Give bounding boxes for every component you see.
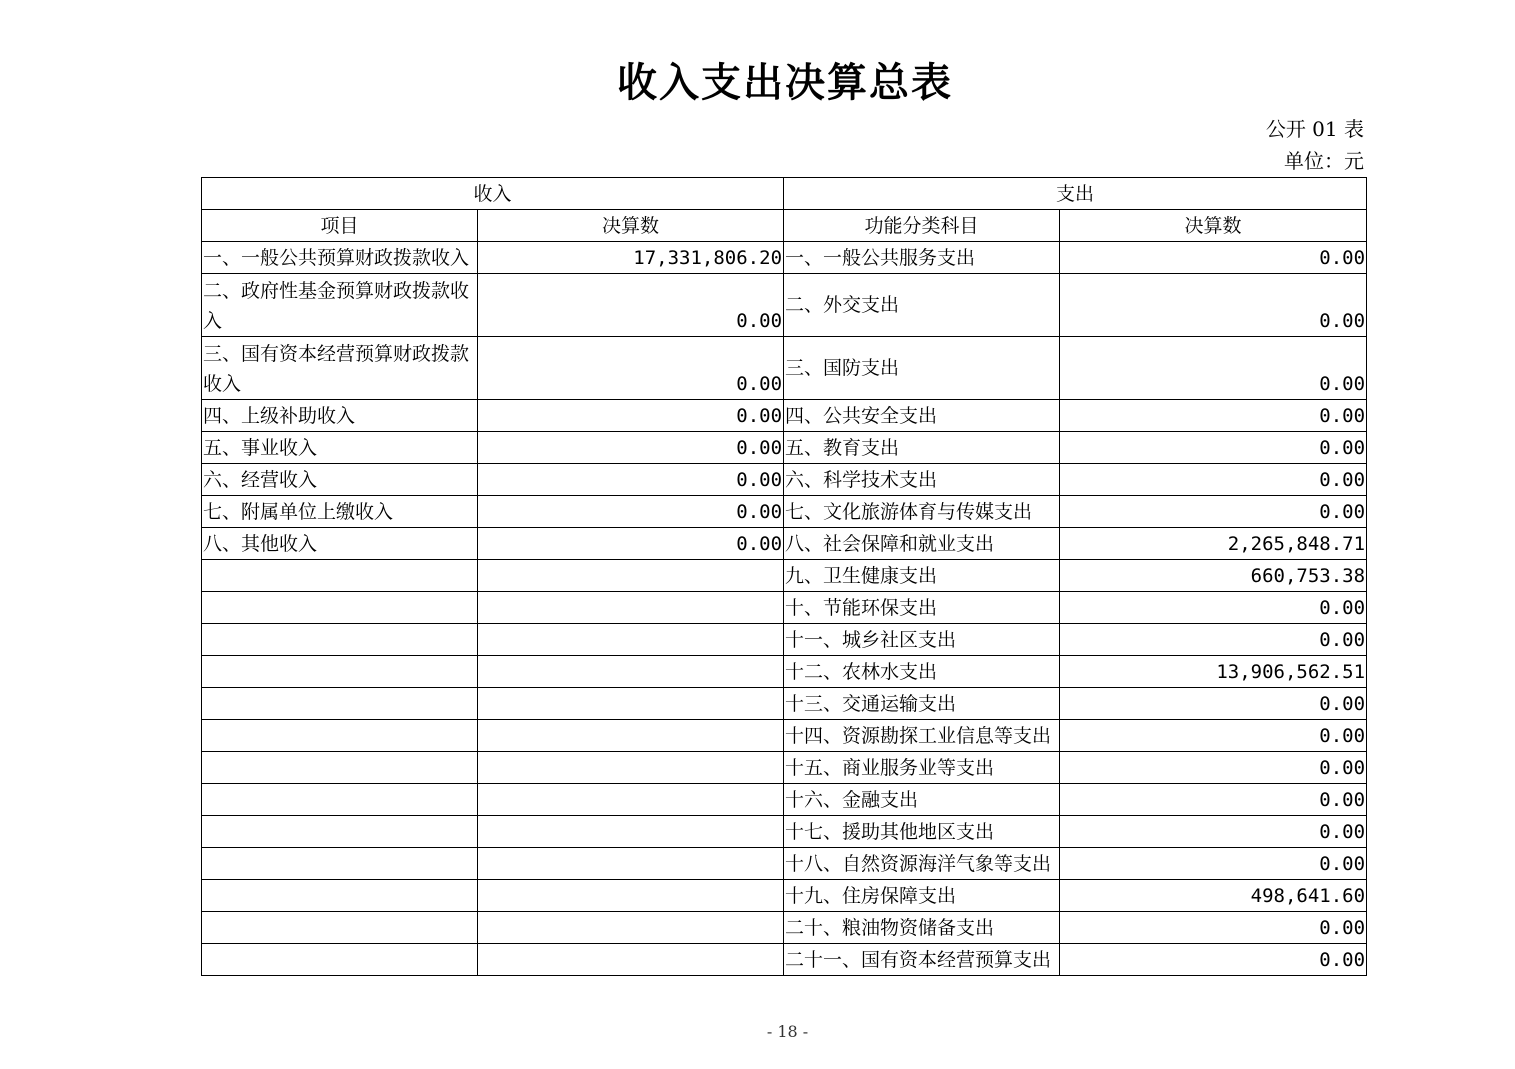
- income-amount: [478, 848, 784, 880]
- expense-amount: 0.00: [1060, 464, 1367, 496]
- income-amount: [478, 912, 784, 944]
- table-row: [202, 274, 1367, 337]
- expense-item: 二、外交支出: [784, 274, 1060, 337]
- table-row: [202, 880, 1367, 912]
- page-number: - 18 -: [766, 1022, 809, 1041]
- expense-section-header: 支出: [784, 178, 1367, 210]
- income-amount-column-header: 决算数: [478, 210, 784, 242]
- income-item: [202, 656, 478, 688]
- expense-amount: 0.00: [1060, 784, 1367, 816]
- income-item: [202, 624, 478, 656]
- section-header-row: [202, 178, 1367, 210]
- expense-amount: 0.00: [1060, 848, 1367, 880]
- table-row: [202, 816, 1367, 848]
- expense-amount: 0.00: [1060, 752, 1367, 784]
- expense-item: 二十、粮油物资储备支出: [784, 912, 1060, 944]
- table-row: [202, 656, 1367, 688]
- table-row: [202, 242, 1367, 274]
- income-item: [202, 720, 478, 752]
- income-amount: 0.00: [478, 274, 784, 337]
- table-row: [202, 528, 1367, 560]
- expense-amount: 2,265,848.71: [1060, 528, 1367, 560]
- expense-item: 九、卫生健康支出: [784, 560, 1060, 592]
- expense-item: 十九、住房保障支出: [784, 880, 1060, 912]
- table-row: [202, 688, 1367, 720]
- income-item: [202, 880, 478, 912]
- expense-item: 二十一、国有资本经营预算支出: [784, 944, 1060, 976]
- expense-amount: 0.00: [1060, 337, 1367, 400]
- income-item: 四、上级补助收入: [202, 400, 478, 432]
- expense-amount: 0.00: [1060, 912, 1367, 944]
- table-row: [202, 592, 1367, 624]
- expense-item: 八、社会保障和就业支出: [784, 528, 1060, 560]
- table-row: [202, 944, 1367, 976]
- income-item: [202, 784, 478, 816]
- income-item: [202, 912, 478, 944]
- expense-amount-column-header: 决算数: [1060, 210, 1367, 242]
- table-row: [202, 464, 1367, 496]
- expense-amount: 498,641.60: [1060, 880, 1367, 912]
- expense-item: 十五、商业服务业等支出: [784, 752, 1060, 784]
- income-item: 三、国有资本经营预算财政拨款收入: [202, 337, 478, 400]
- income-amount: [478, 656, 784, 688]
- expense-item: 五、教育支出: [784, 432, 1060, 464]
- income-amount: [478, 688, 784, 720]
- table-row: [202, 752, 1367, 784]
- expense-item: 十一、城乡社区支出: [784, 624, 1060, 656]
- expense-item: 十三、交通运输支出: [784, 688, 1060, 720]
- expense-amount: 0.00: [1060, 400, 1367, 432]
- income-amount: 17,331,806.20: [478, 242, 784, 274]
- income-amount: [478, 720, 784, 752]
- income-item: [202, 816, 478, 848]
- income-amount: [478, 592, 784, 624]
- expense-amount: 0.00: [1060, 274, 1367, 337]
- table-row: [202, 432, 1367, 464]
- expense-amount: 0.00: [1060, 432, 1367, 464]
- income-amount: 0.00: [478, 337, 784, 400]
- unit-label: 单位：元: [1284, 149, 1364, 173]
- table-row: [202, 912, 1367, 944]
- item-column-header: 项目: [202, 210, 478, 242]
- income-item: [202, 560, 478, 592]
- income-section-header: 收入: [202, 178, 784, 210]
- expense-item: 六、科学技术支出: [784, 464, 1060, 496]
- expense-amount: 13,906,562.51: [1060, 656, 1367, 688]
- income-item: [202, 688, 478, 720]
- income-amount: [478, 944, 784, 976]
- income-item: [202, 944, 478, 976]
- income-amount: 0.00: [478, 400, 784, 432]
- page-title: 收入支出决算总表: [617, 59, 953, 106]
- expense-amount: 0.00: [1060, 816, 1367, 848]
- table-row: [202, 496, 1367, 528]
- expense-item: 十、节能环保支出: [784, 592, 1060, 624]
- expense-item: 七、文化旅游体育与传媒支出: [784, 496, 1060, 528]
- expense-amount: 0.00: [1060, 496, 1367, 528]
- income-item: 八、其他收入: [202, 528, 478, 560]
- expense-amount: 0.00: [1060, 592, 1367, 624]
- income-amount: 0.00: [478, 432, 784, 464]
- income-expense-table: [201, 177, 1367, 976]
- income-item: [202, 752, 478, 784]
- expense-amount: 0.00: [1060, 944, 1367, 976]
- income-amount: 0.00: [478, 528, 784, 560]
- income-amount: 0.00: [478, 496, 784, 528]
- table-row: [202, 400, 1367, 432]
- income-item: 五、事业收入: [202, 432, 478, 464]
- income-item: 一、一般公共预算财政拨款收入: [202, 242, 478, 274]
- expense-item: 十八、自然资源海洋气象等支出: [784, 848, 1060, 880]
- income-amount: [478, 784, 784, 816]
- table-row: [202, 560, 1367, 592]
- expense-item: 十六、金融支出: [784, 784, 1060, 816]
- income-item: 六、经营收入: [202, 464, 478, 496]
- expense-item: 一、一般公共服务支出: [784, 242, 1060, 274]
- expense-item: 十二、农林水支出: [784, 656, 1060, 688]
- table-row: [202, 337, 1367, 400]
- table-row: [202, 848, 1367, 880]
- column-header-row: [202, 210, 1367, 242]
- income-amount: [478, 816, 784, 848]
- income-item: 二、政府性基金预算财政拨款收入: [202, 274, 478, 337]
- income-item: [202, 848, 478, 880]
- table-row: [202, 784, 1367, 816]
- expense-amount: 0.00: [1060, 242, 1367, 274]
- income-item: [202, 592, 478, 624]
- table-row: [202, 624, 1367, 656]
- income-amount: [478, 752, 784, 784]
- function-item-column-header: 功能分类科目: [784, 210, 1060, 242]
- expense-item: 十七、援助其他地区支出: [784, 816, 1060, 848]
- expense-amount: 660,753.38: [1060, 560, 1367, 592]
- expense-amount: 0.00: [1060, 688, 1367, 720]
- expense-amount: 0.00: [1060, 720, 1367, 752]
- income-amount: [478, 560, 784, 592]
- income-amount: [478, 880, 784, 912]
- expense-item: 三、国防支出: [784, 337, 1060, 400]
- income-amount: [478, 624, 784, 656]
- expense-amount: 0.00: [1060, 624, 1367, 656]
- expense-item: 十四、资源勘探工业信息等支出: [784, 720, 1060, 752]
- income-amount: 0.00: [478, 464, 784, 496]
- expense-item: 四、公共安全支出: [784, 400, 1060, 432]
- table-code: 公开 01 表: [1265, 117, 1364, 141]
- income-item: 七、附属单位上缴收入: [202, 496, 478, 528]
- table-row: [202, 720, 1367, 752]
